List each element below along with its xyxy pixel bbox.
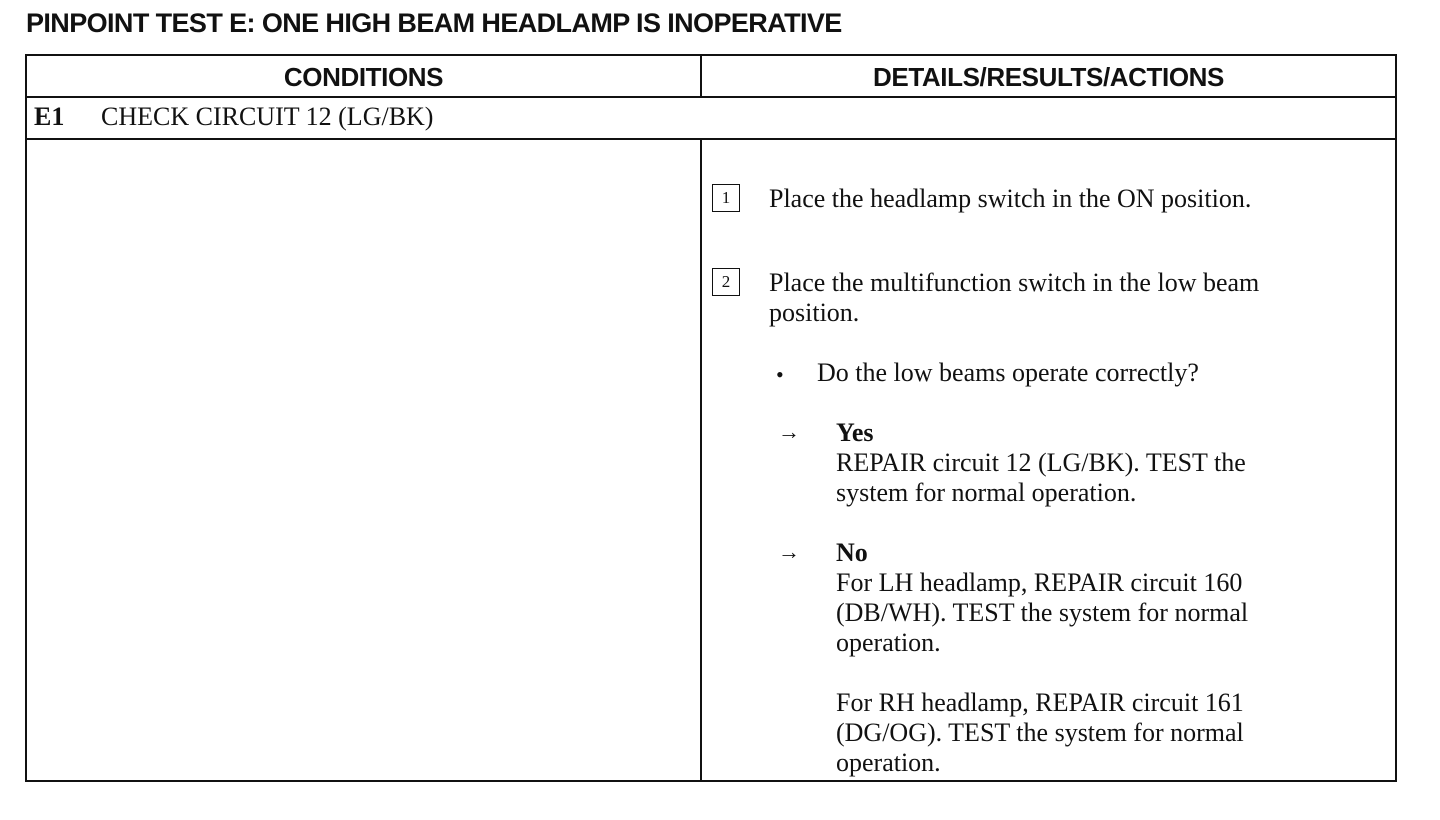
step-row xyxy=(27,98,1395,140)
action-2-line: position. xyxy=(769,298,860,327)
details-column xyxy=(702,140,1395,780)
pinpoint-test-table xyxy=(25,54,1397,782)
details-column-header: DETAILS/RESULTS/ACTIONS xyxy=(873,62,1224,92)
action-2-text xyxy=(769,268,1259,328)
result-yes-label: Yes xyxy=(836,418,874,447)
page-title: PINPOINT TEST E: ONE HIGH BEAM HEADLAMP IS INOPERATIVE xyxy=(26,8,842,38)
result-no-rh-line: (DG/OG). TEST the system for normal xyxy=(836,718,1244,747)
result-no-rh-line: operation. xyxy=(836,748,941,777)
bullet-icon: • xyxy=(776,362,784,387)
step-title: CHECK CIRCUIT 12 (LG/BK) xyxy=(101,102,434,131)
action-1-text xyxy=(769,184,1251,214)
result-no-lh-line: operation. xyxy=(836,628,941,657)
result-no-rh-line: For RH headlamp, REPAIR circuit 161 xyxy=(836,688,1244,717)
result-yes-line: REPAIR circuit 12 (LG/BK). TEST the xyxy=(836,448,1246,477)
result-no-label: No xyxy=(836,538,868,567)
result-yes-line: system for normal operation. xyxy=(836,478,1137,507)
result-no xyxy=(836,538,1248,778)
result-no-lh-line: (DB/WH). TEST the system for normal xyxy=(836,598,1249,627)
arrow-right-icon: → xyxy=(778,419,800,444)
table-header-row xyxy=(27,56,1395,98)
arrow-right-icon: → xyxy=(778,539,800,564)
result-yes xyxy=(836,418,1246,508)
step-number-box-1: 1 xyxy=(712,184,740,212)
question-text: Do the low beams operate correctly? xyxy=(817,358,1199,387)
step-id: E1 xyxy=(34,102,65,131)
action-2-line: Place the multifunction switch in the low beam xyxy=(769,268,1260,297)
step-number-box-2: 2 xyxy=(712,268,740,296)
result-no-lh-line: For LH headlamp, REPAIR circuit 160 xyxy=(836,568,1243,597)
action-1-line: Place the headlamp switch in the ON position. xyxy=(769,184,1252,213)
conditions-column-header: CONDITIONS xyxy=(283,62,444,92)
paragraph-spacer xyxy=(836,658,1248,688)
